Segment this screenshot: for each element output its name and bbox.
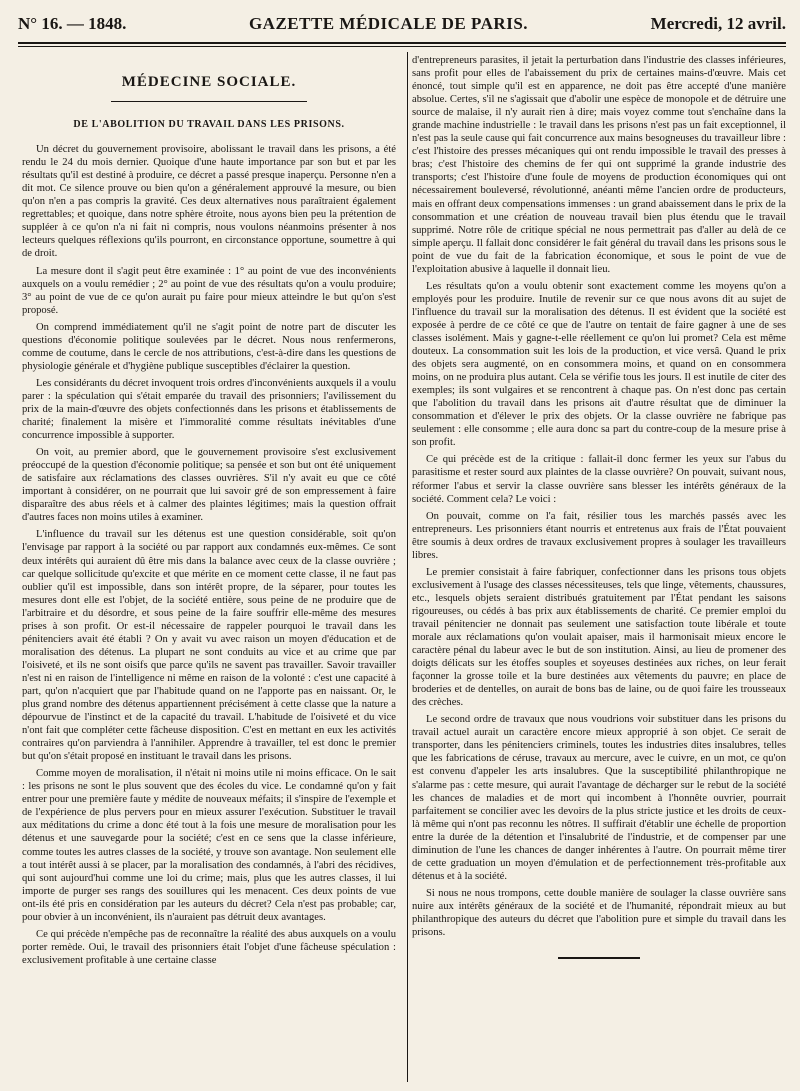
- left-column: [22, 54, 396, 971]
- paragraph: La mesure dont il s'agit peut être examinée : 1° au point de vue des inconvénients auxquels on a voulu remédier ; 2° au point de vue des résultats qu'on a voulu produire; 3° au point de vue de ce qu'on aurait pu faire pour mieux atteindre le but qu'on s'est proposé.: [22, 265, 396, 316]
- article-title: DE L'ABOLITION DU TRAVAIL DANS LES PRISONS.: [73, 119, 345, 131]
- paragraph: Un décret du gouvernement provisoire, abolissant le travail dans les prisons, a été rendu le 24 du mois dernier. Quoique d'une haute importance par son but et par les résultats qu'il est destiné à produire, ce décret a passé presque inaperçu. Personne n'en a dit mot. Ce silence prouve ou bien qu'on a généralement approuvé la mesure, ou bien qu'on n'en a pas compris la gravité. Ces deux alternatives nous paraîtraient également regrettables; et quoique, dans notre sphère étroite, nous ayons bien peu la prétention de suppléer à ce qu'on n'a ni fait ni compris, nous voulons néanmoins présenter à nos lecteurs quelques réflexions qu'ils pourront, en circonstance opportune, soumettre à qui de droit.: [22, 144, 396, 260]
- article-end-rule: [558, 957, 640, 959]
- issue-date: Mercredi, 12 avril.: [650, 14, 786, 33]
- masthead-rule: [18, 42, 786, 44]
- section-rule: [111, 101, 307, 102]
- column-divider: [407, 52, 408, 1082]
- issue-number: N° 16. — 1848.: [18, 14, 127, 33]
- masthead: [18, 14, 786, 40]
- paragraph: Ce qui précède n'empêche pas de reconnaître la réalité des abus auxquels on a voulu porter remède. Oui, le travail des prisonniers était l'objet d'une fâcheuse spéculation : exclusivement profitable à une certaine classe: [22, 928, 396, 966]
- paragraph: Les résultats qu'on a voulu obtenir sont exactement comme les moyens qu'on a employés pour les produire. Inutile de revenir sur ce que nous avons dit au sujet de l'influence du travail sur la moralisation des détenus. Il est évident que la société est exposée à perdre de ce côté ce que de l'autre on tentait de faire gagner à une de ses classes isolément. Mais y gagne-t-elle réellement ce qu'on lui promet? Cela est même douteux. La consommation suit les lois de la production, et vice versâ. Quand le prix des objets sera augmenté, on en consommera moins, et quand on en consommera moins, on ne produira plus autant. Cela se vérifie tous les jours. Il est inutile de citer des exemples; ils sont vulgaires et se rencontrent à chaque pas. On n'est donc pas certain que l'abolition du travail dans les prisons ait d'autre résultat que de diminuer la consommation et d'élever le prix des objets. Or la classe ouvrière ne fabrique pas seulement : elle consomme ; elle aura donc sa part du contre-coup de la mesure prise à son profit.: [412, 280, 786, 449]
- newspaper-page: [14, 6, 786, 1086]
- paragraph: Si nous ne nous trompons, cette double manière de soulager la classe ouvrière sans nuire aux intérêts généraux de la société et de l'humanité, répondrait mieux au but philanthropique des auteurs du décret que l'abolition pure et simple du travail dans les prisons.: [412, 887, 786, 939]
- paragraph: Comme moyen de moralisation, il n'était ni moins utile ni moins efficace. On le sait : les prisons ne sont le plus souvent que des écoles du vice. Le condamné qu'on y fait entrer pour une première faute y médite de nouveaux méfaits; il s'inspire de l'exemple et de l'expérience de plus pervers pour en mieux assurer l'exécution. Substituer le travail aux méditations du crime a donc été tout à la fois une mesure de moralisation pour les détenus et une sauvegarde pour la société; c'est en ce sens que la classe inférieure, comme toutes les autres classes de la société, y trouve son avantage. Non seulement elle a tout intérêt aussi à se placer, par la moralisation des condamnés, à l'abri des récidives, qui sont aujourd'hui comme une loi du crime; mais, plus que les autres classes, il lui importe de purger ses rangs des souillures qui les menacent. Ces deux points de vue ont-ils été pris en considération par les auteurs du décret? Cela n'est pas probable; car, pour obvier à un inconvénient, ils n'auraient pas détruit deux avantages.: [22, 768, 396, 923]
- paragraph: On voit, au premier abord, que le gouvernement provisoire s'est exclusivement préoccupé de la question d'économie politique; sa pensée et son but ont été uniquement de satisfaire aux réclamations des classes ouvrières. S'il n'y avait eu que ce côté important à considérer, on ne pourrait que lui savoir gré de son empressement à faire disparaître des abus réels et à calmer des plaintes légitimes; mais la question offrait d'autres faces non moins utiles à examiner.: [22, 447, 396, 524]
- paragraph: On comprend immédiatement qu'il ne s'agit point de notre part de discuter les questions d'économie politique soulevées par le décret. Nous nous renfermerons, comme de coutume, dans le cercle de nos attributions, c'est-à-dire dans les questions de physiologie générale et d'hygiène publique susceptibles d'éclairer la question.: [22, 321, 396, 372]
- paragraph: L'influence du travail sur les détenus est une question considérable, soit qu'on l'envisage par rapport à la société ou par rapport aux condamnés eux-mêmes. Ce sont deux intérêts qui auraient dû être mis dans la balance avec ceux de la classe ouvrière ; car quelque sollicitude qu'excite et que mérite en ce moment cette classe, il ne faut pas oublier qu'il est impossible, dans son intérêt propre, de la séparer, pour toutes les mesures dont elle est l'objet, de la société entière, sous peine de ne produire que de l'arbitraire et du désordre, et sous peine de la faire souffrir elle-même des mesures prises à son profit. Or est-il nécessaire de rappeler pourquoi le travail dans les pénitenciers avait été établi ? On y avait vu avec raison un moyen d'éducation et de moralisation des détenus. La plupart ne sont conduits au vice et au crime que par l'oisiveté, et ils ne sont oisifs que parce qu'ils ne savent pas travailler. Savoir travailler n'est ni en raison de l'intelligence ni même en raison de la volonté : c'est une capacité à part, qu'on n'acquiert que par l'habitude quand on ne l'apporte pas en naissant. Or, le plus grand nombre des détenus appartiennent précisément à cette classe que la nature a dépourvue de l'instinct et de la capacité du travail. L'habitude de l'oisiveté et du vice n'ont fait que compléter cette fâcheuse disposition. C'est en mettant en eux les activités contraires qu'on parviendra à l'annihiler. Apprendre à travailler, tel est donc le premier but qu'on s'était proposé en instituant le travail dans les prisons.: [22, 529, 396, 763]
- paragraph: Le second ordre de travaux que nous voudrions voir substituer dans les prisons du travail actuel aurait un caractère encore mieux approprié à son objet. Ce serait de transporter, dans les pénitenciers criminels, toutes les industries dites insalubres, telles que les fabrications de céruse, travaux au mercure, avec le cuivre, en un mot, ce qu'on est convenu d'appeler les arts insalubres. Que la susceptibilité philanthropique ne s'alarme pas : cette mesure, qui aurait l'avantage de décharger sur le rebut de la société les chances de maladies et de mort qui incombent à l'honnête ouvrier, pourrait parfaitement se concilier avec les devoirs de la plus stricte justice et les droits de ceux-là même qui n'ont pas reconnu les nôtres. Il suffirait d'établir une échelle de proportion entre la durée de la détention et l'insalubrité de l'industrie, et de compenser par une diminution de l'une les chances de danger inhérentes à l'autre. On pourrait même tirer de cette graduation un moyen d'émulation et de perfectionnement très-profitable aux détenus et à la société.: [412, 714, 786, 882]
- paragraph: d'entrepreneurs parasites, il jetait la perturbation dans l'industrie des classes inférieures, sans profit pour elles de l'abaissement du prix de certaines mains-d'œuvre. Mais cet énoncé, tout simple qu'il est en apparence, ne doit pas être accepté d'une manière absolue. Certes, s'il ne s'agissait que d'abolir une espèce de monopole et de détruire une source de malaise, il n'y aurait rien à dire; mais voyez comme tout s'enchaîne dans la grande machine industrielle : le travail dans les prisons n'est pas un fait exceptionnel, il n'est pas la seule cause qui fait concurrence aux mains besogneuses du travailleur libre : c'est l'histoire des presses mécaniques qui ont rendu impossible le travail des presses à bras; c'est l'histoire des chemins de fer qui ont supprimé la grande industrie des transports; c'est l'histoire d'une foule de moyens de production économiques qui ont nécessairement bouleversé, révolutionné, anéanti même l'ancien ordre de producteurs, mais en offrant deux compensations immenses : un grand abaissement dans le prix de la consommation et une création de nouveau travail bien plus étendu que le travail supprimé. Notre rôle de critique spécial ne nous permettrait pas d'aller au delà de ce simple aperçu. Il fallait donc considérer le fait général du travail dans les prisons sous le point de vue du fait de la fabrication économique, et sous le point de vue de l'exploitation abusive à laquelle il donnait lieu.: [412, 55, 786, 275]
- masthead-rule-thin: [18, 46, 786, 47]
- paragraph: Les considérants du décret invoquent trois ordres d'inconvénients auxquels il a voulu parer : la spéculation qui s'était emparée du travail des prisonniers; l'avilissement du prix de la main-d'œuvre des objets confectionnés dans les prisons et établissements de charité; finalement la misère et l'immoralité comme résultats inévitables d'une concurrence impossible à supporter.: [22, 377, 396, 442]
- paragraph: Le premier consistait à faire fabriquer, confectionner dans les prisons tous objets exclusivement à l'usage des classes nécessiteuses, tels que linge, vêtements, chaussures, etc., lesquels objets seraient distribués gratuitement par l'État pendant les saisons rigoureuses, ou cédés à bas prix aux établissements de charité. Ce premier emploi du travail pénitencier ne donnait pas seulement une satisfaction toute libérale et toute morale aux réclamations qu'on voulait apaiser, mais il harmonisait mieux encore le caractère pénal du labeur avec le but de son institution. Ainsi, au lieu de promener des doigts délicats sur les étoffes souples et soyeuses destinées aux riches, on leur ferait façonner la grosse toile et la bure destinées aux vêtements du pauvre; en place de broderies et de dentelles, on aurait de bons bas de laine, ou de quoi faire les trousseaux des crèches.: [412, 566, 786, 709]
- paragraph: On pouvait, comme on l'a fait, résilier tous les marchés passés avec les entrepreneurs. Les prisonniers étant nourris et entretenus aux frais de l'État pouvaient être soumis à deux ordres de travaux exclusivement propres à soulager les travailleurs libres.: [412, 510, 786, 561]
- journal-title: GAZETTE MÉDICALE DE PARIS.: [248, 14, 529, 33]
- section-title: MÉDECINE SOCIALE.: [121, 74, 297, 90]
- paragraph: Ce qui précède est de la critique : fallait-il donc fermer les yeux sur l'abus du parasitisme et rester sourd aux plaintes de la classe ouvrière? On pouvait, suivant nous, réformer l'abus et servir la classe ouvrière sans blesser les intérêts généraux de la société. Comment cela? Le voici :: [412, 454, 786, 505]
- right-column: [412, 54, 786, 959]
